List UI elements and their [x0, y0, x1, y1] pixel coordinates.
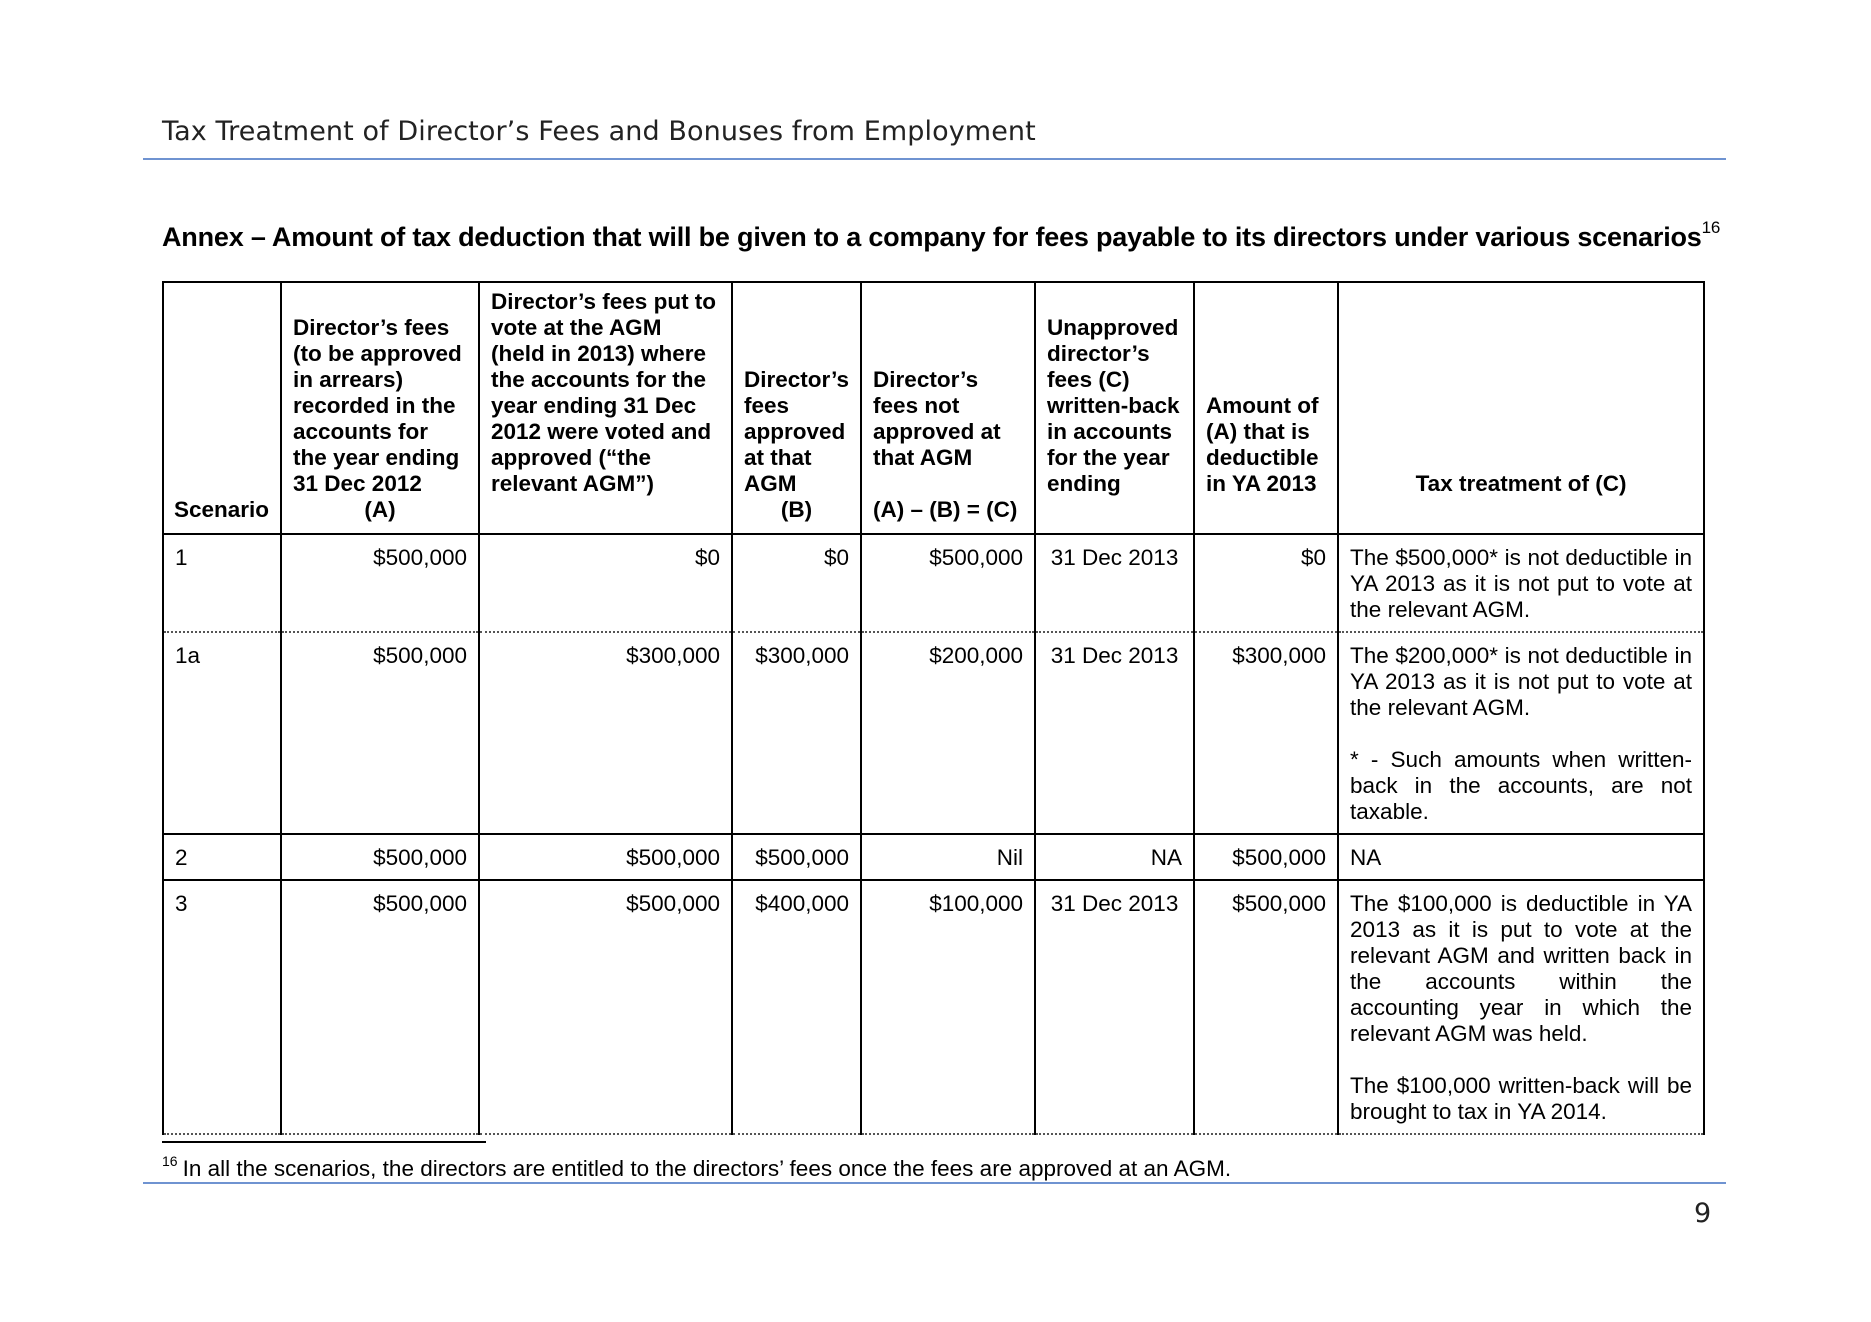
header-fees-recorded-text: Director’s fees (to be approved in arrears) recorded in the accounts for the year ending 31 Dec 2012 — [293, 315, 462, 496]
header-fees-approved-tag: (B) — [780, 497, 813, 522]
cell-written-back: 31 Dec 2013 — [1035, 534, 1194, 632]
cell-scenario: 1 — [163, 534, 281, 632]
cell-fees-recorded: $500,000 — [281, 880, 479, 1134]
table-row — [163, 880, 1704, 1134]
table-row — [163, 834, 1704, 880]
cell-fees-put-to-vote: $500,000 — [479, 880, 732, 1134]
tax-treatment-note: * - Such amounts when written-back in the accounts, are not taxable. — [1350, 747, 1693, 824]
header-written-back — [1035, 282, 1194, 534]
tax-treatment-paragraph: NA — [1350, 845, 1382, 870]
cell-deductible-amount: $0 — [1194, 534, 1338, 632]
page-number: 9 — [1694, 1198, 1712, 1229]
header-spacer — [1350, 497, 1692, 523]
cell-deductible-amount: $500,000 — [1194, 834, 1338, 880]
cell-scenario: 1a — [163, 632, 281, 834]
footnote-separator — [162, 1141, 486, 1143]
annex-title — [162, 218, 1721, 253]
header-fees-put-to-vote-text: Director’s fees put to vote at the AGM (held in 2013) where the accounts for the year ending 31 Dec 2012 were voted and approved (“the relevant AGM”) — [491, 289, 717, 496]
footnote — [162, 1153, 1232, 1182]
header-scenario: Scenario — [163, 282, 281, 534]
cell-fees-recorded: $500,000 — [281, 534, 479, 632]
header-tax-treatment — [1338, 282, 1704, 534]
cell-written-back: NA — [1035, 834, 1194, 880]
header-fees-approved-text: Director’s fees approved at that AGM — [744, 367, 850, 496]
cell-fees-approved: $400,000 — [732, 880, 861, 1134]
cell-scenario: 2 — [163, 834, 281, 880]
header-deductible-amount — [1194, 282, 1338, 534]
cell-fees-not-approved: $200,000 — [861, 632, 1035, 834]
cell-deductible-amount: $500,000 — [1194, 880, 1338, 1134]
header-fees-recorded — [281, 282, 479, 534]
table-row — [163, 534, 1704, 632]
cell-tax-treatment — [1338, 534, 1704, 632]
cell-fees-recorded: $500,000 — [281, 834, 479, 880]
cell-fees-put-to-vote: $500,000 — [479, 834, 732, 880]
header-fees-approved — [732, 282, 861, 534]
footnote-number: 16 — [162, 1153, 178, 1169]
header-spacer — [1206, 497, 1326, 523]
header-fees-not-approved-text: Director’s fees not approved at that AGM — [873, 367, 1001, 470]
cell-tax-treatment — [1338, 834, 1704, 880]
header-tax-treatment-text: Tax treatment of (C) — [1415, 471, 1627, 496]
header-written-back-text: Unapproved director’s fees (C) written-back in accounts for the year ending — [1047, 315, 1180, 496]
header-fees-recorded-tag: (A) — [364, 497, 396, 522]
cell-fees-approved: $0 — [732, 534, 861, 632]
tax-treatment-paragraph: The $100,000 written-back will be brought to tax in YA 2014. — [1350, 1073, 1693, 1124]
cell-tax-treatment — [1338, 632, 1704, 834]
cell-written-back: 31 Dec 2013 — [1035, 632, 1194, 834]
footnote-text: In all the scenarios, the directors are entitled to the directors’ fees once the fees are approved at an AGM. — [182, 1156, 1232, 1181]
tax-treatment-paragraph: The $500,000* is not deductible in YA 2013 as it is not put to vote at the relevant AGM. — [1350, 545, 1693, 622]
document-header-title: Tax Treatment of Director’s Fees and Bonuses from Employment — [162, 116, 1036, 147]
header-spacer — [873, 471, 1023, 497]
header-deductible-amount-text: Amount of (A) that is deductible in YA 2013 — [1206, 393, 1319, 496]
cell-deductible-amount: $300,000 — [1194, 632, 1338, 834]
tax-treatment-paragraph: The $100,000 is deductible in YA 2013 as it is put to vote at the relevant AGM and written back in the accounts within the accounting year in which the relevant AGM was held. — [1350, 891, 1693, 1046]
header-fees-not-approved-tag: (A) – (B) = (C) — [873, 497, 1018, 522]
header-fees-put-to-vote — [479, 282, 732, 534]
tax-treatment-paragraph: The $200,000* is not deductible in YA 2013 as it is not put to vote at the relevant AGM. — [1350, 643, 1693, 720]
cell-fees-recorded: $500,000 — [281, 632, 479, 834]
cell-fees-approved: $500,000 — [732, 834, 861, 880]
table-header-row — [163, 282, 1704, 534]
annex-footnote-ref[interactable]: 16 — [1701, 218, 1721, 237]
cell-fees-not-approved: $500,000 — [861, 534, 1035, 632]
cell-fees-put-to-vote: $300,000 — [479, 632, 732, 834]
footer-divider — [143, 1182, 1726, 1184]
cell-fees-put-to-vote: $0 — [479, 534, 732, 632]
cell-fees-not-approved: $100,000 — [861, 880, 1035, 1134]
cell-tax-treatment — [1338, 880, 1704, 1134]
cell-written-back: 31 Dec 2013 — [1035, 880, 1194, 1134]
cell-fees-not-approved: Nil — [861, 834, 1035, 880]
header-fees-not-approved — [861, 282, 1035, 534]
annex-title-text: Annex – Amount of tax deduction that will be given to a company for fees payable to its directors under various scenarios — [162, 222, 1702, 252]
cell-fees-approved: $300,000 — [732, 632, 861, 834]
scenario-table — [162, 281, 1705, 1135]
header-spacer — [1047, 497, 1182, 523]
table-row — [163, 632, 1704, 834]
header-divider — [143, 158, 1726, 160]
header-spacer — [491, 497, 720, 523]
cell-scenario: 3 — [163, 880, 281, 1134]
